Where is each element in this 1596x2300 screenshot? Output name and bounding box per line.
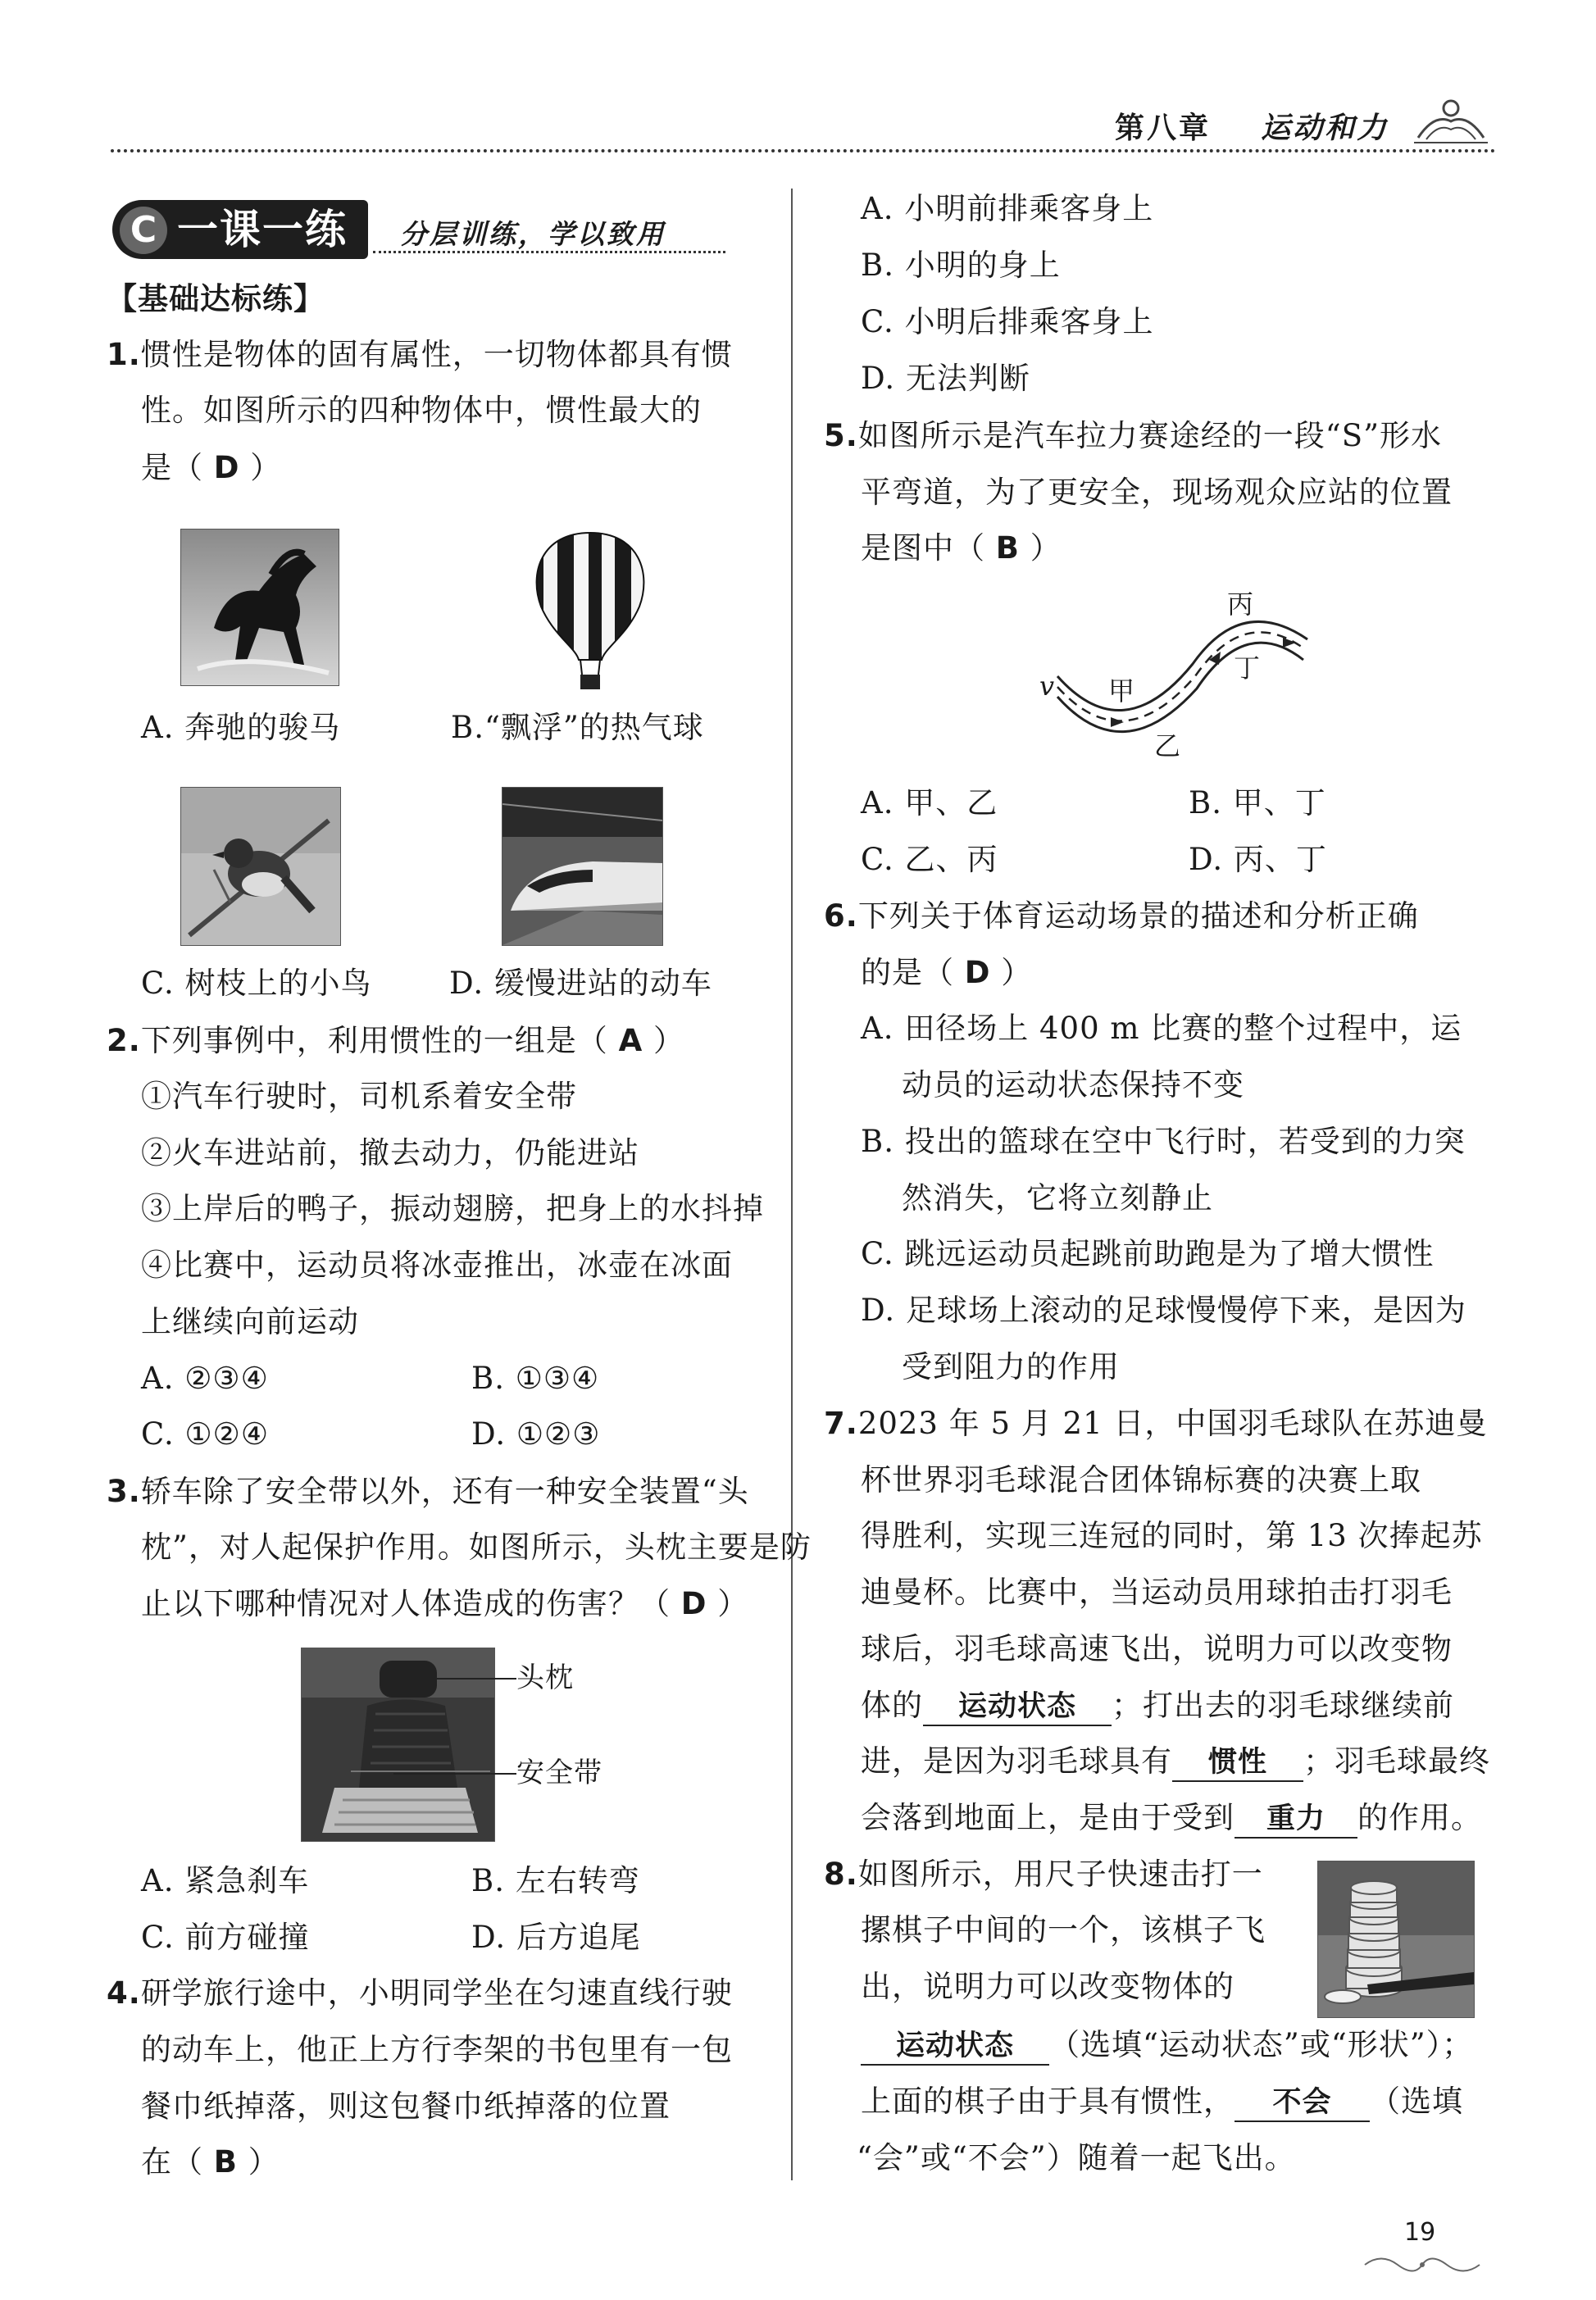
header-ornament-icon	[1410, 97, 1492, 146]
q7-line-8	[861, 1798, 1482, 1839]
q3-answer: D	[680, 1586, 707, 1621]
column-divider	[791, 189, 793, 2180]
q4-option-a: A. 小明前排乘客身上	[861, 191, 1154, 226]
q5-line-1	[824, 416, 1442, 457]
q2-item-4: ④比赛中，运动员将冰壶推出，冰壶在冰面	[141, 1248, 733, 1283]
q1-option-d: D. 缓慢进站的动车	[449, 966, 712, 1001]
q7-blank-3: 重力	[1235, 1801, 1357, 1839]
subsection-title: 【基础达标练】	[107, 281, 325, 316]
running-header	[1115, 105, 1389, 147]
q4-option-d: D. 无法判断	[861, 361, 1030, 396]
q1-number: 1.	[107, 337, 141, 372]
q1-tail: 是（	[141, 450, 203, 485]
velocity-label: v	[1039, 670, 1056, 702]
q6-text-1: 下列关于体育运动场景的描述和分析正确	[857, 898, 1419, 934]
q6-option-b-1: B. 投出的篮球在空中飞行时，若受到的力突	[861, 1124, 1466, 1159]
q7-part-3: 进，是因为羽毛球具有	[861, 1743, 1172, 1779]
q7-number: 7.	[824, 1406, 858, 1441]
q6-option-d-1: D. 足球场上滚动的足球慢慢停下来，是因为	[861, 1293, 1466, 1328]
q3-text-1: 轿车除了安全带以外，还有一种安全装置“头	[140, 1474, 749, 1509]
seatbelt-label: 安全带	[516, 1757, 602, 1789]
q2-item-2: ②火车进站前，撤去动力，仍能进站	[141, 1135, 639, 1170]
q2-option-b: B. ①③④	[471, 1361, 600, 1396]
q8-line-1	[824, 1854, 1263, 1895]
q6-answer: D	[964, 955, 991, 990]
chapter-label: 第八章	[1115, 111, 1212, 145]
q6-tail: 的是（	[861, 955, 954, 990]
q2-close: ）	[652, 1023, 684, 1058]
section-name: 一课一练	[177, 205, 348, 253]
q7-line-7	[861, 1741, 1490, 1782]
q8-line-6: “会”或“不会”）随着一起飞出。	[857, 2140, 1296, 2175]
q6-number: 6.	[824, 898, 858, 934]
q5-option-b: B. 甲、丁	[1189, 785, 1326, 820]
q7-text-3: 得胜利，实现三连冠的同时，第 13 次捧起苏	[861, 1518, 1483, 1553]
q2-number: 2.	[107, 1023, 141, 1058]
q3-option-d: D. 后方追尾	[471, 1920, 641, 1955]
q6-option-b-2: 然消失，它将立刻静止	[902, 1180, 1213, 1216]
q1-option-c: C. 树枝上的小鸟	[141, 966, 372, 1001]
q7-text-5: 球后，羽毛球高速飞出，说明力可以改变物	[861, 1631, 1453, 1666]
q8-part-2: 上面的棋子由于具有惯性，	[861, 2084, 1235, 2119]
bullet-train-image	[502, 787, 663, 946]
q4-text-2: 的动车上，他正上方行李架的书包里有一包	[141, 2032, 733, 2067]
q6-option-a-2: 动员的运动状态保持不变	[902, 1067, 1244, 1102]
q3-option-b: B. 左右转弯	[471, 1863, 640, 1898]
q5-option-c: C. 乙、丙	[861, 842, 998, 877]
hot-air-balloon-image	[525, 529, 656, 693]
q5-tail: 是图中（	[861, 530, 985, 566]
q4-number: 4.	[107, 1975, 141, 2011]
q7-text-1: 2023 年 5 月 21 日，中国羽毛球队在苏迪曼	[857, 1406, 1488, 1441]
q7-part-4: ；羽毛球最终	[1303, 1743, 1490, 1779]
q1-text-2: 性。如图所示的四种物体中，惯性最大的	[141, 393, 702, 428]
q8-line-4	[861, 2025, 1473, 2066]
q2-stem: 下列事例中，利用惯性的一组是（	[140, 1023, 608, 1058]
q2-answer: A	[618, 1023, 643, 1058]
q8-blank-2: 不会	[1235, 2084, 1370, 2122]
q4-text-3: 餐巾纸掉落，则这包餐巾纸掉落的位置	[141, 2089, 671, 2124]
q4-option-b: B. 小明的身上	[861, 248, 1061, 283]
q4-option-c: C. 小明后排乘客身上	[861, 304, 1154, 339]
q8-text-1: 如图所示，用尺子快速击打一	[857, 1857, 1263, 1892]
horse-image	[180, 529, 339, 686]
q6-line-1	[824, 896, 1419, 937]
q2-item-3: ③上岸后的鸭子，振动翅膀，把身上的水抖掉	[141, 1191, 764, 1226]
position-yi-label: 乙	[1154, 730, 1182, 761]
position-bing-label: 丙	[1227, 589, 1255, 620]
q3-text-2: 枕”，对人起保护作用。如图所示，头枕主要是防	[141, 1530, 812, 1565]
headrest-pointer	[434, 1678, 516, 1680]
q3-number: 3.	[107, 1474, 141, 1509]
q5-number: 5.	[824, 418, 858, 453]
q8-part-1: （选填“运动状态”或“形状”）；	[1049, 2027, 1474, 2062]
car-seat-image	[301, 1648, 495, 1842]
q2-option-d: D. ①②③	[471, 1416, 601, 1452]
q7-part-6: 的作用。	[1357, 1800, 1482, 1835]
q4-tail: 在（	[141, 2144, 203, 2180]
q3-line-3	[141, 1584, 748, 1625]
q6-option-d-2: 受到阻力的作用	[902, 1349, 1120, 1384]
q7-text-4: 迪曼杯。比赛中，当运动员用球拍击打羽毛	[861, 1575, 1453, 1610]
slogan-rule	[373, 251, 725, 253]
seatbelt-pointer	[393, 1773, 516, 1775]
q7-part-1: 体的	[861, 1688, 923, 1723]
q7-part-2: ；打出去的羽毛球继续前	[1112, 1688, 1454, 1723]
q3-option-a: A. 紧急刹车	[141, 1863, 310, 1898]
q4-text-1: 研学旅行途中，小明同学坐在匀速直线行驶	[140, 1975, 733, 2011]
q7-line-1	[824, 1403, 1487, 1444]
q7-blank-2: 惯性	[1172, 1744, 1303, 1782]
q6-line-2	[861, 952, 1032, 993]
q8-blank-1: 运动状态	[861, 2028, 1049, 2066]
q5-answer: B	[995, 530, 1020, 566]
q1-line-3	[141, 448, 281, 489]
q8-part-3: （选填	[1370, 2084, 1463, 2119]
q5-option-a: A. 甲、乙	[861, 785, 998, 820]
q4-answer: B	[213, 2144, 238, 2180]
q7-blank-1: 运动状态	[923, 1689, 1112, 1726]
q3-line-1	[107, 1471, 749, 1512]
q7-line-6	[861, 1685, 1454, 1726]
bird-image	[180, 787, 341, 946]
q5-option-d: D. 丙、丁	[1189, 842, 1327, 877]
q2-line-1	[107, 1020, 684, 1061]
header-rule	[111, 149, 1496, 152]
q1-text-1: 惯性是物体的固有属性，一切物体都具有惯	[140, 337, 733, 372]
headrest-label: 头枕	[516, 1661, 574, 1694]
q6-option-a-1: A. 田径场上 400 m 比赛的整个过程中，运	[861, 1011, 1462, 1046]
q1-close: ）	[250, 450, 282, 485]
chess-pieces-image	[1317, 1861, 1475, 2018]
q3-tail: 止以下哪种情况对人体造成的伤害？（	[141, 1586, 671, 1621]
q8-line-5	[861, 2081, 1463, 2122]
q2-option-c: C. ①②④	[141, 1416, 270, 1452]
q8-number: 8.	[824, 1857, 858, 1892]
q3-option-c: C. 前方碰撞	[141, 1920, 310, 1955]
q8-text-2: 摞棋子中间的一个，该棋子飞	[861, 1912, 1266, 1948]
position-jia-label: 甲	[1108, 675, 1136, 707]
q1-line-1	[107, 334, 733, 375]
q4-close: ）	[248, 2144, 280, 2180]
q1-answer: D	[213, 450, 240, 485]
section-slogan: 分层训练，学以致用	[400, 218, 666, 250]
position-ding-label: 丁	[1234, 652, 1262, 684]
q1-option-b: B.“飘浮”的热气球	[451, 710, 704, 745]
q7-text-2: 杯世界羽毛球混合团体锦标赛的决赛上取	[861, 1462, 1421, 1498]
q5-text-2: 平弯道，为了更安全，现场观众应站的位置	[861, 475, 1453, 510]
q8-text-3: 出，说明力可以改变物体的	[861, 1969, 1235, 2004]
q2-item-1: ①汽车行驶时，司机系着安全带	[141, 1079, 577, 1114]
q6-option-c: C. 跳远运动员起跳前助跑是为了增大惯性	[861, 1236, 1435, 1271]
page-number-ornament-icon	[1361, 2252, 1484, 2277]
q1-option-a: A. 奔驰的骏马	[141, 710, 341, 745]
q2-item-4-cont: 上继续向前运动	[141, 1304, 359, 1339]
q2-option-a: A. ②③④	[141, 1361, 269, 1396]
q5-close: ）	[1030, 530, 1062, 566]
section-badge: C	[120, 207, 167, 254]
q4-line-4	[141, 2142, 280, 2183]
q5-text-1: 如图所示是汽车拉力赛途经的一段“S”形水	[857, 418, 1442, 453]
page-number: 19	[1404, 2218, 1436, 2247]
q3-close: ）	[717, 1586, 749, 1621]
q5-line-3	[861, 528, 1062, 569]
q7-part-5: 会落到地面上，是由于受到	[861, 1800, 1235, 1835]
chapter-title: 运动和力	[1261, 111, 1389, 145]
q6-close: ）	[1001, 955, 1033, 990]
q4-line-1	[107, 1973, 733, 2014]
